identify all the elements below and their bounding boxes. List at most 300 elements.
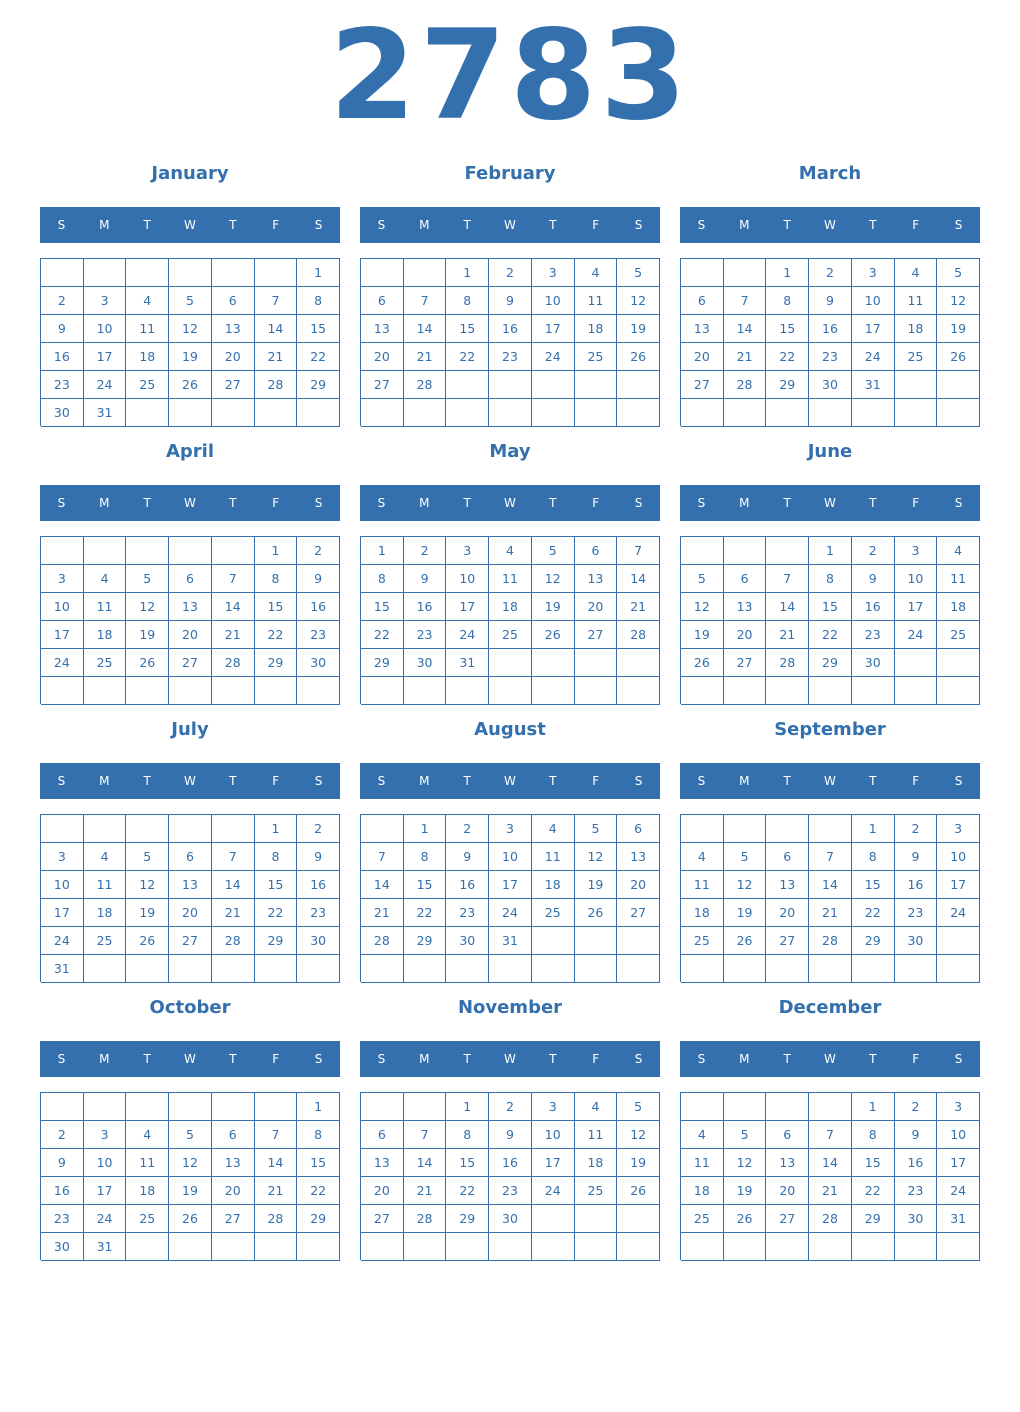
- day-cell: 17: [489, 871, 532, 899]
- day-cell: 12: [681, 593, 724, 621]
- day-cell: 4: [681, 843, 724, 871]
- empty-day-cell: [937, 927, 980, 955]
- day-cell: 13: [361, 1149, 404, 1177]
- empty-day-cell: [404, 259, 447, 287]
- day-cell: 14: [766, 593, 809, 621]
- day-cell: 10: [895, 565, 938, 593]
- day-cell: 20: [766, 899, 809, 927]
- empty-day-cell: [617, 955, 660, 983]
- day-cell: 17: [41, 899, 84, 927]
- day-cell: 31: [937, 1205, 980, 1233]
- month-name: April: [165, 441, 215, 462]
- empty-day-cell: [489, 649, 532, 677]
- empty-day-cell: [681, 677, 724, 705]
- day-cell: 13: [575, 565, 618, 593]
- weekday-label: T: [549, 774, 557, 788]
- weekday-label: M: [99, 1052, 110, 1066]
- day-cell: 25: [681, 1205, 724, 1233]
- day-cell: 22: [255, 899, 298, 927]
- day-cell: 7: [212, 565, 255, 593]
- month-january: [40, 158, 340, 436]
- weekday-label: F: [272, 496, 280, 510]
- day-cell: 25: [84, 927, 127, 955]
- day-cell: 11: [84, 593, 127, 621]
- day-cell: 30: [297, 649, 340, 677]
- day-cell: 30: [297, 927, 340, 955]
- day-cell: 25: [937, 621, 980, 649]
- day-cell: 28: [212, 927, 255, 955]
- day-cell: 15: [446, 1149, 489, 1177]
- empty-day-cell: [681, 399, 724, 427]
- day-cell: 2: [41, 1121, 84, 1149]
- day-cell: 8: [404, 843, 447, 871]
- weekday-label: T: [229, 774, 237, 788]
- day-grid: [680, 536, 980, 704]
- empty-day-cell: [766, 677, 809, 705]
- day-cell: 28: [404, 371, 447, 399]
- day-cell: 25: [575, 1177, 618, 1205]
- empty-day-cell: [617, 649, 660, 677]
- day-cell: 16: [895, 1149, 938, 1177]
- empty-day-cell: [852, 677, 895, 705]
- day-cell: 21: [404, 343, 447, 371]
- empty-day-cell: [126, 399, 169, 427]
- day-cell: 5: [169, 1121, 212, 1149]
- day-cell: 8: [852, 843, 895, 871]
- day-cell: 30: [895, 927, 938, 955]
- empty-day-cell: [126, 537, 169, 565]
- empty-day-cell: [724, 537, 767, 565]
- day-cell: 25: [895, 343, 938, 371]
- month-name: February: [464, 163, 556, 184]
- day-cell: 7: [255, 1121, 298, 1149]
- day-cell: 10: [446, 565, 489, 593]
- day-cell: 4: [126, 287, 169, 315]
- weekday-header: [40, 763, 340, 799]
- day-cell: 4: [489, 537, 532, 565]
- empty-day-cell: [617, 927, 660, 955]
- day-cell: 10: [937, 843, 980, 871]
- day-cell: 3: [41, 843, 84, 871]
- empty-day-cell: [212, 955, 255, 983]
- empty-day-cell: [575, 677, 618, 705]
- empty-day-cell: [361, 677, 404, 705]
- day-grid: [40, 258, 340, 426]
- day-cell: 15: [446, 315, 489, 343]
- weekday-header: [680, 763, 980, 799]
- day-cell: 22: [297, 343, 340, 371]
- day-cell: 21: [617, 593, 660, 621]
- weekday-label: F: [272, 774, 280, 788]
- day-cell: 23: [404, 621, 447, 649]
- day-cell: 23: [41, 1205, 84, 1233]
- day-cell: 6: [361, 1121, 404, 1149]
- weekday-label: W: [184, 774, 196, 788]
- day-cell: 8: [446, 1121, 489, 1149]
- month-march: [680, 158, 980, 436]
- day-cell: 18: [681, 899, 724, 927]
- day-cell: 9: [404, 565, 447, 593]
- day-cell: 24: [852, 343, 895, 371]
- day-cell: 9: [489, 1121, 532, 1149]
- empty-day-cell: [809, 399, 852, 427]
- weekday-label: W: [824, 1052, 836, 1066]
- day-cell: 1: [852, 1093, 895, 1121]
- day-cell: 7: [766, 565, 809, 593]
- day-cell: 5: [126, 565, 169, 593]
- empty-day-cell: [255, 259, 298, 287]
- day-cell: 30: [41, 399, 84, 427]
- weekday-label: M: [99, 496, 110, 510]
- day-cell: 27: [766, 1205, 809, 1233]
- day-cell: 4: [84, 843, 127, 871]
- day-cell: 7: [724, 287, 767, 315]
- empty-day-cell: [895, 1233, 938, 1261]
- day-cell: 14: [724, 315, 767, 343]
- empty-day-cell: [852, 955, 895, 983]
- day-cell: 23: [297, 899, 340, 927]
- weekday-label: W: [504, 1052, 516, 1066]
- month-name: March: [798, 163, 862, 184]
- weekday-header: [360, 485, 660, 521]
- empty-day-cell: [361, 1233, 404, 1261]
- day-cell: 25: [84, 649, 127, 677]
- day-cell: 26: [575, 899, 618, 927]
- empty-day-cell: [446, 371, 489, 399]
- day-cell: 25: [489, 621, 532, 649]
- weekday-label: F: [912, 1052, 920, 1066]
- day-cell: 26: [532, 621, 575, 649]
- weekday-label: W: [184, 218, 196, 232]
- day-cell: 11: [489, 565, 532, 593]
- day-cell: 14: [404, 1149, 447, 1177]
- day-cell: 21: [361, 899, 404, 927]
- empty-day-cell: [84, 1093, 127, 1121]
- empty-day-cell: [617, 1233, 660, 1261]
- empty-day-cell: [169, 955, 212, 983]
- month-name: June: [807, 441, 853, 462]
- day-cell: 30: [809, 371, 852, 399]
- weekday-label: T: [869, 496, 877, 510]
- day-cell: 18: [532, 871, 575, 899]
- weekday-label: T: [869, 1052, 877, 1066]
- empty-day-cell: [212, 1093, 255, 1121]
- weekday-label: W: [184, 496, 196, 510]
- day-cell: 2: [297, 537, 340, 565]
- weekday-label: S: [634, 1052, 643, 1066]
- day-cell: 14: [361, 871, 404, 899]
- weekday-label: S: [377, 1052, 386, 1066]
- day-grid: [360, 814, 660, 982]
- day-cell: 22: [255, 621, 298, 649]
- day-cell: 24: [446, 621, 489, 649]
- day-cell: 2: [446, 815, 489, 843]
- empty-day-cell: [169, 815, 212, 843]
- weekday-header: [360, 1041, 660, 1077]
- day-cell: 12: [532, 565, 575, 593]
- day-cell: 21: [212, 899, 255, 927]
- weekday-header: [40, 485, 340, 521]
- day-cell: 18: [126, 343, 169, 371]
- empty-day-cell: [446, 677, 489, 705]
- empty-day-cell: [41, 815, 84, 843]
- day-cell: 15: [766, 315, 809, 343]
- day-cell: 6: [212, 1121, 255, 1149]
- day-cell: 5: [937, 259, 980, 287]
- day-cell: 18: [489, 593, 532, 621]
- day-cell: 5: [681, 565, 724, 593]
- weekday-header: [680, 1041, 980, 1077]
- month-july: [40, 714, 340, 992]
- day-cell: 18: [575, 315, 618, 343]
- day-cell: 19: [532, 593, 575, 621]
- day-cell: 28: [255, 371, 298, 399]
- day-cell: 6: [617, 815, 660, 843]
- empty-day-cell: [126, 677, 169, 705]
- weekday-label: W: [824, 774, 836, 788]
- weekday-label: M: [739, 1052, 750, 1066]
- day-cell: 30: [895, 1205, 938, 1233]
- empty-day-cell: [895, 955, 938, 983]
- day-grid: [360, 536, 660, 704]
- day-cell: 14: [617, 565, 660, 593]
- weekday-label: M: [739, 496, 750, 510]
- day-cell: 21: [212, 621, 255, 649]
- year-title: 2783: [329, 4, 691, 148]
- empty-day-cell: [361, 259, 404, 287]
- day-cell: 3: [937, 1093, 980, 1121]
- day-cell: 18: [84, 621, 127, 649]
- day-cell: 14: [255, 1149, 298, 1177]
- weekday-label: S: [57, 496, 66, 510]
- empty-day-cell: [895, 677, 938, 705]
- empty-day-cell: [681, 815, 724, 843]
- empty-day-cell: [489, 1233, 532, 1261]
- day-cell: 21: [724, 343, 767, 371]
- empty-day-cell: [84, 259, 127, 287]
- empty-day-cell: [212, 677, 255, 705]
- day-cell: 4: [937, 537, 980, 565]
- weekday-label: M: [419, 1052, 430, 1066]
- day-cell: 30: [446, 927, 489, 955]
- empty-day-cell: [724, 259, 767, 287]
- empty-day-cell: [895, 399, 938, 427]
- day-cell: 8: [809, 565, 852, 593]
- day-cell: 15: [809, 593, 852, 621]
- day-cell: 20: [617, 871, 660, 899]
- day-cell: 5: [617, 1093, 660, 1121]
- month-name: May: [489, 441, 531, 462]
- day-cell: 1: [361, 537, 404, 565]
- day-cell: 17: [937, 871, 980, 899]
- day-cell: 4: [575, 259, 618, 287]
- day-cell: 19: [724, 1177, 767, 1205]
- empty-day-cell: [255, 955, 298, 983]
- day-cell: 28: [617, 621, 660, 649]
- empty-day-cell: [361, 955, 404, 983]
- day-grid: [40, 536, 340, 704]
- day-cell: 24: [489, 899, 532, 927]
- day-cell: 20: [361, 1177, 404, 1205]
- empty-day-cell: [212, 537, 255, 565]
- weekday-label: M: [419, 774, 430, 788]
- day-cell: 31: [446, 649, 489, 677]
- day-cell: 28: [212, 649, 255, 677]
- day-cell: 5: [169, 287, 212, 315]
- day-cell: 16: [404, 593, 447, 621]
- day-cell: 23: [297, 621, 340, 649]
- empty-day-cell: [724, 399, 767, 427]
- day-cell: 22: [852, 1177, 895, 1205]
- day-cell: 8: [255, 843, 298, 871]
- weekday-label: T: [143, 1052, 151, 1066]
- empty-day-cell: [404, 955, 447, 983]
- day-cell: 25: [126, 1205, 169, 1233]
- day-cell: 26: [937, 343, 980, 371]
- day-cell: 29: [446, 1205, 489, 1233]
- day-cell: 15: [297, 1149, 340, 1177]
- day-cell: 23: [852, 621, 895, 649]
- month-february: [360, 158, 660, 436]
- month-name: December: [778, 997, 882, 1018]
- day-cell: 23: [895, 1177, 938, 1205]
- day-cell: 15: [852, 871, 895, 899]
- day-cell: 29: [404, 927, 447, 955]
- month-name: November: [457, 997, 563, 1018]
- day-cell: 19: [169, 1177, 212, 1205]
- weekday-header: [360, 763, 660, 799]
- empty-day-cell: [575, 371, 618, 399]
- empty-day-cell: [212, 399, 255, 427]
- day-cell: 1: [766, 259, 809, 287]
- day-cell: 18: [84, 899, 127, 927]
- empty-day-cell: [255, 677, 298, 705]
- day-cell: 13: [169, 871, 212, 899]
- day-cell: 21: [809, 1177, 852, 1205]
- day-cell: 25: [126, 371, 169, 399]
- month-name: October: [149, 997, 231, 1018]
- day-cell: 3: [532, 1093, 575, 1121]
- weekday-label: F: [592, 218, 600, 232]
- day-cell: 27: [169, 927, 212, 955]
- empty-day-cell: [937, 649, 980, 677]
- weekday-label: F: [592, 496, 600, 510]
- empty-day-cell: [297, 1233, 340, 1261]
- day-cell: 1: [297, 259, 340, 287]
- day-cell: 2: [404, 537, 447, 565]
- empty-day-cell: [255, 1093, 298, 1121]
- day-cell: 6: [169, 565, 212, 593]
- day-cell: 21: [766, 621, 809, 649]
- day-cell: 14: [255, 315, 298, 343]
- weekday-header: [40, 207, 340, 243]
- empty-day-cell: [766, 399, 809, 427]
- day-cell: 7: [809, 1121, 852, 1149]
- day-cell: 26: [724, 927, 767, 955]
- day-cell: 29: [255, 649, 298, 677]
- weekday-label: S: [697, 1052, 706, 1066]
- day-cell: 29: [809, 649, 852, 677]
- day-cell: 13: [681, 315, 724, 343]
- day-cell: 11: [532, 843, 575, 871]
- month-september: [680, 714, 980, 992]
- day-grid: [40, 1092, 340, 1260]
- day-cell: 27: [212, 1205, 255, 1233]
- empty-day-cell: [489, 399, 532, 427]
- day-cell: 22: [361, 621, 404, 649]
- day-cell: 1: [255, 815, 298, 843]
- empty-day-cell: [724, 815, 767, 843]
- day-cell: 7: [212, 843, 255, 871]
- day-cell: 30: [852, 649, 895, 677]
- day-cell: 4: [84, 565, 127, 593]
- day-cell: 24: [84, 1205, 127, 1233]
- day-cell: 29: [361, 649, 404, 677]
- weekday-label: S: [57, 774, 66, 788]
- day-cell: 15: [255, 871, 298, 899]
- day-cell: 3: [84, 287, 127, 315]
- empty-day-cell: [169, 1233, 212, 1261]
- day-cell: 20: [361, 343, 404, 371]
- empty-day-cell: [575, 1233, 618, 1261]
- day-cell: 10: [852, 287, 895, 315]
- weekday-label: S: [314, 218, 323, 232]
- day-cell: 25: [681, 927, 724, 955]
- weekday-label: T: [143, 774, 151, 788]
- empty-day-cell: [724, 1093, 767, 1121]
- empty-day-cell: [937, 1233, 980, 1261]
- day-cell: 7: [809, 843, 852, 871]
- day-cell: 10: [84, 315, 127, 343]
- day-cell: 26: [681, 649, 724, 677]
- day-cell: 1: [404, 815, 447, 843]
- weekday-label: W: [504, 774, 516, 788]
- day-cell: 10: [489, 843, 532, 871]
- weekday-label: S: [954, 496, 963, 510]
- day-cell: 17: [446, 593, 489, 621]
- day-cell: 11: [84, 871, 127, 899]
- empty-day-cell: [297, 677, 340, 705]
- day-cell: 3: [41, 565, 84, 593]
- weekday-label: S: [697, 496, 706, 510]
- day-cell: 3: [937, 815, 980, 843]
- empty-day-cell: [575, 1205, 618, 1233]
- day-cell: 16: [809, 315, 852, 343]
- day-cell: 20: [212, 343, 255, 371]
- day-cell: 5: [617, 259, 660, 287]
- day-grid: [360, 1092, 660, 1260]
- weekday-label: T: [463, 218, 471, 232]
- empty-day-cell: [84, 955, 127, 983]
- day-cell: 20: [169, 621, 212, 649]
- day-cell: 30: [489, 1205, 532, 1233]
- day-cell: 18: [681, 1177, 724, 1205]
- day-cell: 3: [489, 815, 532, 843]
- empty-day-cell: [532, 649, 575, 677]
- weekday-label: T: [463, 774, 471, 788]
- day-cell: 1: [852, 815, 895, 843]
- weekday-label: T: [783, 496, 791, 510]
- day-cell: 25: [532, 899, 575, 927]
- empty-day-cell: [446, 955, 489, 983]
- weekday-label: S: [57, 1052, 66, 1066]
- day-cell: 29: [255, 927, 298, 955]
- day-cell: 17: [852, 315, 895, 343]
- empty-day-cell: [617, 371, 660, 399]
- day-cell: 1: [255, 537, 298, 565]
- weekday-label: S: [634, 774, 643, 788]
- day-cell: 1: [446, 1093, 489, 1121]
